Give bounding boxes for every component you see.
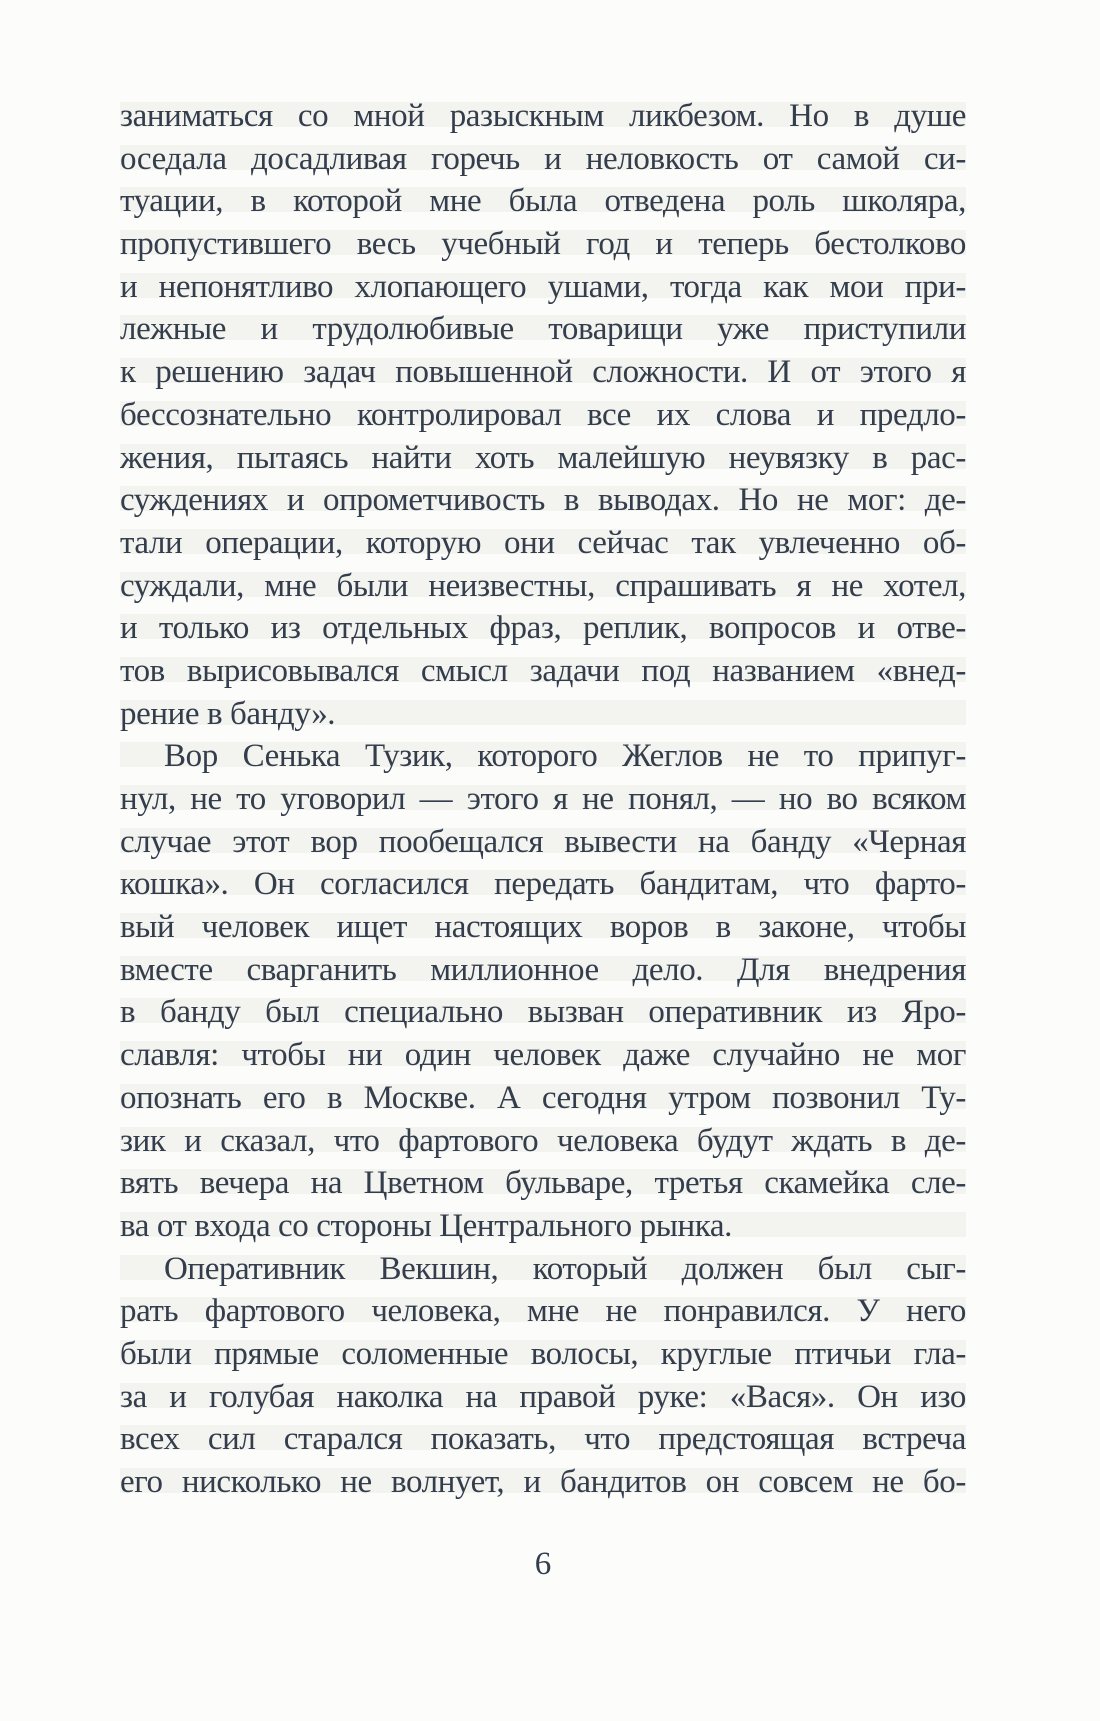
text-line: заниматься со мной разыскным ликбезом. Но в душе [120, 95, 966, 138]
text-line: кошка». Он согласился передать бандитам, что фарто- [120, 863, 966, 906]
text-line: в банду был специально вызван оперативник из Яро- [120, 991, 966, 1034]
text-line: его нисколько не волнует, и бандитов он совсем не бо- [120, 1461, 966, 1504]
text-line: к решению задач повышенной сложности. И от этого я [120, 351, 966, 394]
text-line: лежные и трудолюбивые товарищи уже приступили [120, 308, 966, 351]
text-line: нул, не то уговорил — этого я не понял, — но во всяком [120, 778, 966, 821]
text-line: тов вырисовывался смысл задачи под названием «внед- [120, 650, 966, 693]
text-line: и только из отдельных фраз, реплик, вопросов и отве- [120, 607, 966, 650]
page-number: 6 [534, 1546, 552, 1582]
text-line: тали операции, которую они сейчас так увлеченно об- [120, 522, 966, 565]
text-line: пропустившего весь учебный год и теперь бестолково [120, 223, 966, 266]
text-line: жения, пытаясь найти хоть малейшую неувязку в рас- [120, 437, 966, 480]
text-line: опознать его в Москве. А сегодня утром позвонил Ту- [120, 1077, 966, 1120]
text-line: бессознательно контролировал все их слова и предло- [120, 394, 966, 437]
text-line: ва от входа со стороны Центрального рынка. [120, 1205, 966, 1248]
text-line: суждениях и опрометчивость в выводах. Но не мог: де- [120, 479, 966, 522]
text-line: суждали, мне были неизвестны, спрашивать я не хотел, [120, 565, 966, 608]
text-line: оседала досадливая горечь и неловкость от самой си- [120, 138, 966, 181]
text-line: рать фартового человека, мне не понравился. У него [120, 1290, 966, 1333]
text-line: вместе сварганить миллионное дело. Для внедрения [120, 949, 966, 992]
text-line: всех сил старался показать, что предстоящая встреча [120, 1418, 966, 1461]
page-text-block [120, 95, 966, 1504]
text-line: за и голубая наколка на правой руке: «Вася». Он изо [120, 1376, 966, 1419]
text-line: туации, в которой мне была отведена роль школяра, [120, 180, 966, 223]
text-line: рение в банду». [120, 693, 966, 736]
text-line: славля: чтобы ни один человек даже случайно не мог [120, 1034, 966, 1077]
text-line: Вор Сенька Тузик, которого Жеглов не то припуг- [120, 735, 966, 778]
text-line: и непонятливо хлопающего ушами, тогда как мои при- [120, 266, 966, 309]
text-line: вять вечера на Цветном бульваре, третья скамейка сле- [120, 1162, 966, 1205]
text-line: Оперативник Векшин, который должен был сыг- [120, 1248, 966, 1291]
text-line: были прямые соломенные волосы, круглые птичьи гла- [120, 1333, 966, 1376]
text-line: зик и сказал, что фартового человека будут ждать в де- [120, 1120, 966, 1163]
text-line: случае этот вор пообещался вывести на банду «Черная [120, 821, 966, 864]
text-line: вый человек ищет настоящих воров в законе, чтобы [120, 906, 966, 949]
